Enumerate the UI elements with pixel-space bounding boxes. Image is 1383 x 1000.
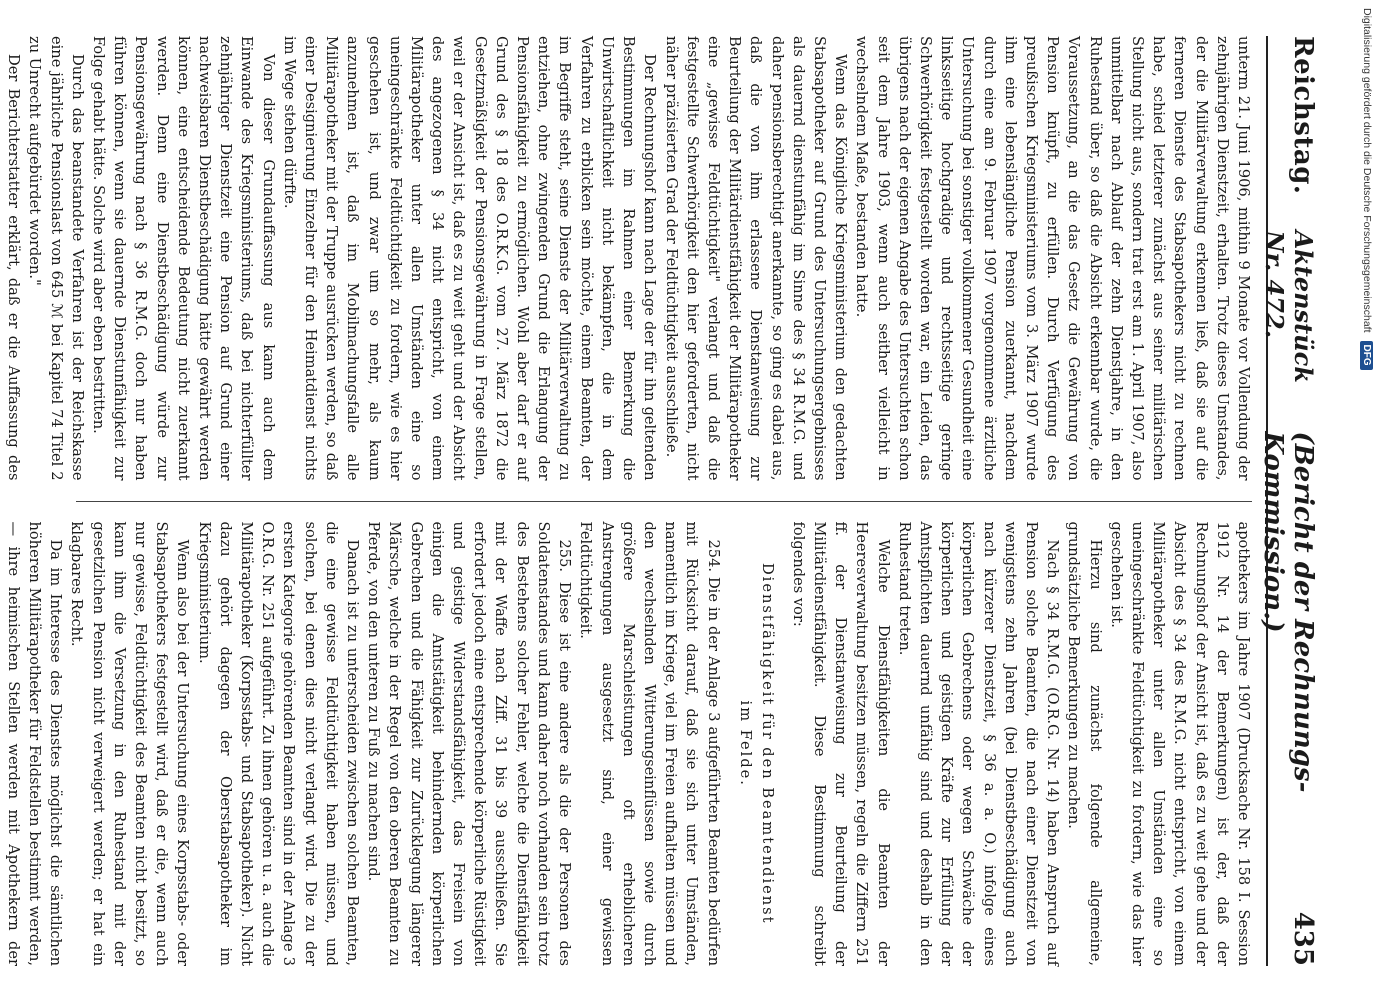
paragraph: Nach § 34 R.M.G. (O.R.G. Nr. 14) haben Anspruch auf Pension solche Beamten, die nach einer Dienstzeit von wenigstens zehn Jahren (bei Dienstbeschädigung auch nach kürzerer Dienstzeit, § 36 a. a. O.) infolge eines körperlichen Gebrechens oder wegen Schwäche der körperlichen und geistigen Kräfte zur Erfüllung der Amtspflichten dauernd unfähig sind und deshalb in den Ruhestand treten. (895, 521, 1062, 966)
document-number: Aktenstück Nr. 472. (1260, 230, 1318, 383)
text-columns (4, 36, 1254, 966)
paragraph: 255. Diese ist eine andere als die der Personen des Soldatenstandes und kann daher noch vorhanden sein trotz des Bestehens solcher Fehler, welche die Dienstfähigkeit mit der Waffe nach Ziff. 31 bis 39 ausschließen. Sie erfordert jedoch eine entsprechende körperliche Rüstigkeit und geistige Widerstandsfähigkeit, das Freisein von einigen die Amtstätigkeit behindernden körperlichen Gebrechen und die Fähigkeit zur Zurücklegung längerer Märsche, welche in der Regel von den oberen Beamten zu Pferde, von den unteren zu Fuß zu machen sind. (365, 521, 574, 966)
page-header (1258, 36, 1318, 966)
section-title-line-1: Dienstfähigkeit für den Beamtendienst (758, 562, 776, 925)
document-page (4, 0, 1340, 1000)
paragraph: 254. Die in der Anlage 3 aufgeführten Beamten bedürfen mit Rücksicht darauf, daß sie sich unter Umständen, namentlich im Kriege, viel im Freien aufhalten müssen und den wechselnden Witterungseinflüssen sowie durch größere Marschleistungen oft erheblicheren Anstrengungen ausgesetzt sind, einer gewissen Feldtüchtigkeit. (577, 521, 722, 966)
section-title-line-2: im Felde. (736, 700, 754, 787)
paragraph: Hierzu sind zunächst folgende allgemeine, grundsätzliche Bemerkungen zu machen. (1065, 521, 1104, 966)
right-column (4, 521, 1254, 967)
left-column (5, 36, 1254, 481)
digitization-credit (1357, 8, 1377, 988)
paragraph: Der Berichterstatter erklärt, daß er die Auffassung des (5, 54, 23, 481)
paragraph: Durch das beanstandete Verfahren ist der Reichskasse eine jährliche Pensionslast von 645 ℳ bei Kapitel 74 Titel 2 zu Unrecht aufgebürdet worden." (26, 36, 86, 481)
paragraph: Wenn also bei der Untersuchung eines Korpsstabs- oder Stabsapothekers festgestellt wird, daß er die, wenn auch nur gewisse, Feldtüchtigkeit des Beamten nicht besitzt, so kann ihm die Versetzung in den Ruhestand mit der gesetzlichen Pension nicht verweigert werden; er hat ein klagbares Recht. (68, 521, 192, 966)
column-divider (76, 501, 1252, 502)
paragraph: apothekers im Jahre 1907 (Drucksache Nr. 158 I. Session 1912 Nr. 14 der Bemerkungen) ist der, daß der Rechnungshof der Ansicht ist, daß es zu weit gehe und der Absicht des § 34 des R.M.G. nicht entspricht, von einem Militärapotheker unter allen Umständen eine so uneingeschränkte Feldtüchtigkeit zu fordern, wie das hier geschehen ist. (1107, 521, 1252, 966)
dfg-logo: DFG (1361, 341, 1374, 370)
paragraph: Welche Dienstfähigkeiten die Beamten der Heeresverwaltung besitzen müssen, regeln die Ziffern 251 ff. der Dienstanweisung zur Beurteilung der Militärdienstfähigkeit. Diese Bestimmung schreibt folgendes vor: (789, 521, 892, 966)
paragraph: Von dieser Grundauffassung aus kann auch dem Einwande des Kriegsministeriums, daß bei nichterfüllter zehnjähriger Dienstzeit eine Pension auf Grund einer nachweisbaren Dienstbeschädigung hätte gewährt werden können, eine entscheidende Bedeutung nicht zuerkannt werden. Denn eine Dienstbeschädigung würde zur Pensionsgewährung nach § 36 R.M.G. doch nur haben führen können, wenn sie dauernde Dienstunfähigkeit zur Folge gehabt hätte. Solche wird aber eben bestritten. (90, 36, 277, 481)
page-number: 435 (1288, 911, 1318, 966)
header-title-center: (Bericht der Rechnungs-Kommission.) (1258, 431, 1318, 793)
paragraph: Da im Interesse des Dienstes möglichst die sämtlichen höheren Militärapotheker für Feldstellen bestimmt werden, — ihre heimischen Stellen werden mit Apothekern der (4, 521, 65, 966)
paragraph: Danach ist zu unterscheiden zwischen solchen Beamten, die eine gewisse Feldtüchtigkeit haben müssen, und solchen, bei denen dies nicht verlangt wird. Die zu der ersten Kategorie gehörenden Beamten sind in der Anlage 3 O.R.G. Nr. 251 aufgeführt. Zu ihnen gehören u. a. auch die Militärapotheker (Korpsstabs- und Stabsapotheker). Nicht dazu gehört dagegen der Oberstabsapotheker im Kriegsministerium. (195, 521, 362, 966)
credit-text: Digitalisierung gefördert durch die Deutsche Forschungsgemeinschaft (1361, 8, 1373, 333)
paragraph: Wenn das Königliche Kriegsministerium den gedachten Stabsapotheker auf Grund des Untersuchungsergebnisses als dauernd dienstunfähig im Sinne des § 34 R.M.G. und daher pensionsberechtigt anerkannte, so ging es dabei aus, daß die von ihm erlassene Dienstanweisung zur Beurteilung der Militärdienstfähigkeit der Militärapotheker eine „gewisse Feldtüchtigkeit" verlangt und daß die festgestellte Schwerhörigkeit den hier geforderten, nicht näher präzisierten Grad der Feldtüchtigkeit ausschließe. (662, 36, 850, 481)
paragraph: Der Rechnungshof kann nach Lage der für ihn geltenden Bestimmungen im Rahmen einer Bemerkung die Unwirtschaftlichkeit nicht bekämpfen, die in dem Verfahren zu erblicken sein möchte, einem Beamten, der im Begriffe steht, seine Dienste der Militärverwaltung zu entziehen, ohne zwingenden Grund die Erlangung der Pensionsfähigkeit zu ermöglichen. Wohl aber darf er auf Grund des § 18 des O.R.K.G. vom 27. März 1872 die Gesetzmäßigkeit der Pensionsgewährung in Frage stellen, weil er der Ansicht ist, daß es zu weit geht und der Absicht des angezogenen § 34 nicht entspricht, von einem Militärapotheker unter allen Umständen eine so uneingeschränkte Feldtüchtigkeit zu fordern, wie es hier geschehen ist, und zwar um so mehr, als kaum anzunehmen ist, daß im Mobilmachungsfalle alle Militärapotheker mit der Truppe ausrücken werden, so daß einer Designierung Einzelner für den Heimatdienst nichts im Wege stehen dürfte. (280, 36, 659, 481)
header-title-left: Reichstag. (1288, 36, 1318, 195)
paragraph: unterm 21. Juni 1906, mithin 9 Monate vor Vollendung der zehnjährigen Dienstzeit, erhalten. Trotz dieses Umstandes, der die Militärverwaltung erkennen ließ, daß sie auf die ferneren Dienste des Stabsapothekers nicht zu rechnen habe, schied letzterer zunächst aus seiner militärischen Stellung nicht aus, sondern trat erst am 1. April 1907, also unmittelbar nach Ablauf der zehn Dienstjahre, in den Ruhestand über, so daß die Absicht erkennbar wurde, die Voraussetzung, an die das Gesetz die Gewährung von Pension knüpft, zu erfüllen. Durch Verfügung des preußischen Kriegsministeriums vom 3. März 1907 wurde ihm eine lebenslängliche Pension zuerkannt, nachdem durch eine am 9. Februar 1907 vorgenommene ärztliche Untersuchung bei sonstiger vollkommener Gesundheit eine linksseitige hochgradige und rechtsseitige geringe Schwerhörigkeit festgestellt worden war, ein Leiden, das übrigens nach der eigenen Angabe des Untersuchten schon seit dem Jahre 1903, wenn auch seither vielleicht in wechselndem Maße, bestanden hatte. (853, 36, 1252, 481)
section-title (734, 522, 778, 967)
